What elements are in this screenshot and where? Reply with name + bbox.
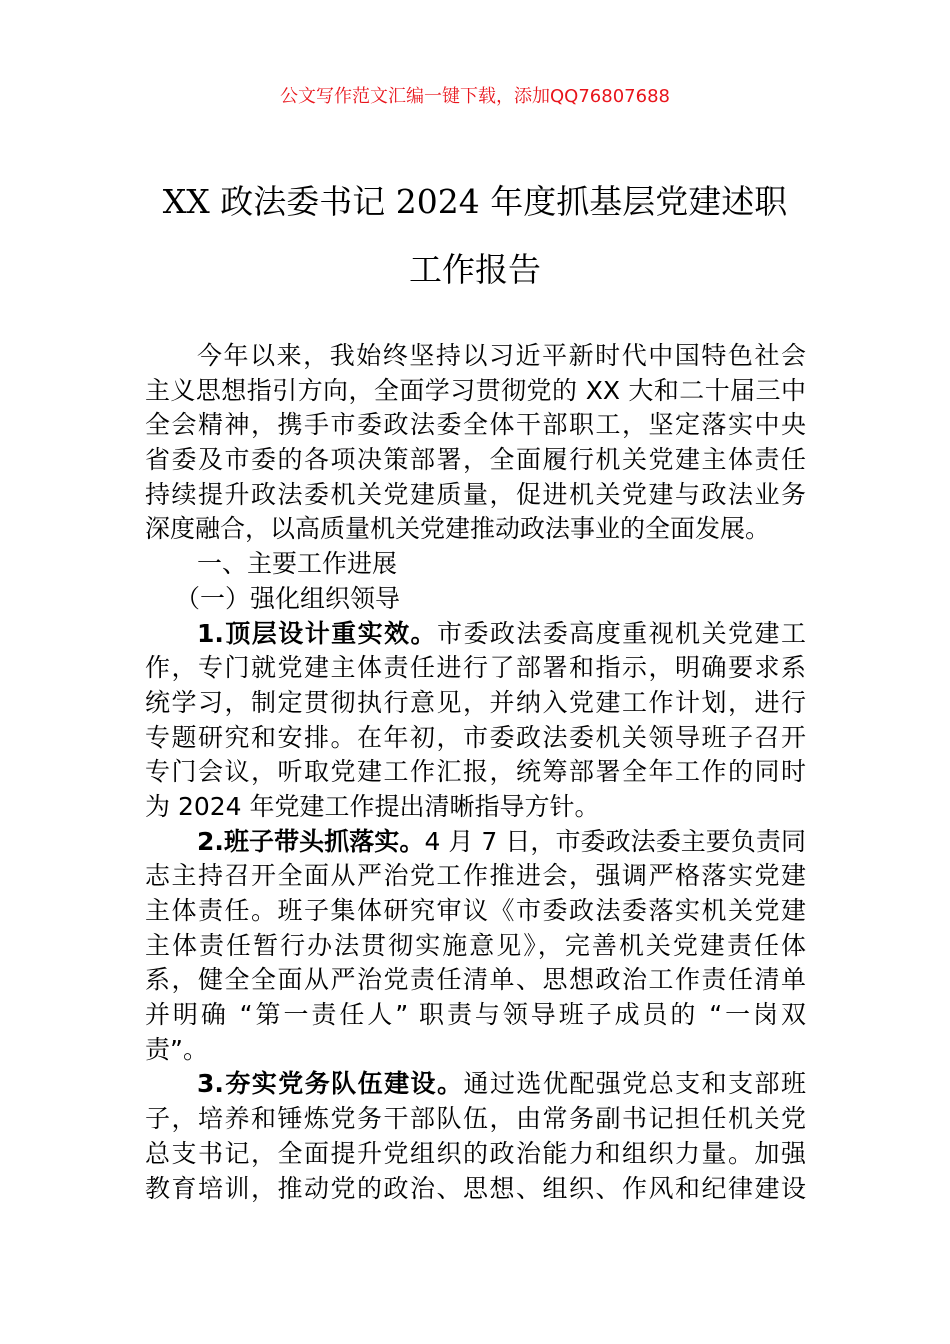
item-text: 4 月 7 日，市委政法委主要负责同 — [424, 826, 806, 856]
text-line: 责”。 — [145, 1034, 208, 1064]
text-line: 主体责任。班子集体研究审议《市委政法委落实机关党建 — [145, 896, 806, 925]
item-paragraph-2 — [145, 825, 806, 1068]
document-title-line1: XX 政法委书记 2024 年度抓基层党建述职 — [162, 182, 788, 221]
text-line: 持续提升政法委机关党建质量，促进机关党建与政法业务 — [145, 479, 806, 509]
text-line: 主义思想指引方向，全面学习贯彻党的 XX 大和二十届三中 — [145, 375, 806, 405]
item-paragraph-3 — [145, 1067, 806, 1206]
item-lead: 2.班子带头抓落实。 — [197, 826, 425, 856]
text-line: 教育培训，推动党的政治、思想、组织、作风和纪律建设 — [145, 1173, 806, 1203]
text-line — [145, 825, 806, 860]
text-line: 为 2024 年党建工作提出清晰指导方针。 — [145, 791, 600, 821]
text-line — [145, 617, 806, 652]
text-line: 省委及市委的各项决策部署，全面履行机关党建主体责任 — [145, 445, 806, 475]
text-line: 全会精神，携手市委政法委全体干部职工，坚定落实中央 — [145, 410, 806, 440]
text-line: 统学习，制定贯彻执行意见，并纳入党建工作计划，进行 — [145, 687, 806, 717]
text-line: 子，培养和锤炼党务干部队伍，由常务副书记担任机关党 — [145, 1104, 806, 1134]
text-line: 并明确 “第一责任人” 职责与领导班子成员的 “一岗双 — [145, 1000, 806, 1030]
text-line: 作，专门就党建主体责任进行了部署和指示，明确要求系 — [145, 653, 806, 683]
text-line: 系，健全全面从严治党责任清单、思想政治工作责任清单 — [145, 965, 806, 995]
text-line: 专题研究和安排。在年初，市委政法委机关领导班子召开 — [145, 722, 806, 752]
watermark-banner: 公文写作范文汇编一键下载，添加QQ76807688 — [280, 86, 670, 107]
text-line: 今年以来，我始终坚持以习近平新时代中国特色社会 — [197, 341, 806, 370]
item-lead: 3.夯实党务队伍建设。 — [197, 1069, 464, 1099]
text-line: 深度融合，以高质量机关党建推动政法事业的全面发展。 — [145, 514, 771, 544]
subsection-heading: （一）强化组织领导 — [175, 583, 401, 613]
section-heading: 一、主要工作进展 — [197, 549, 398, 579]
item-paragraph-1 — [145, 617, 806, 825]
text-line: 专门会议，听取党建工作汇报，统筹部署全年工作的同时 — [145, 757, 806, 787]
text-line: 志主持召开全面从严治党工作推进会，强调严格落实党建 — [145, 861, 806, 891]
item-text: 通过选优配强党总支和支部班 — [463, 1069, 806, 1099]
document-body — [145, 339, 806, 1206]
intro-paragraph — [145, 339, 806, 547]
item-lead: 1.顶层设计重实效。 — [197, 618, 438, 648]
text-line: 总支书记，全面提升党组织的政治能力和组织力量。加强 — [145, 1138, 806, 1168]
document-title-line2: 工作报告 — [409, 250, 541, 289]
text-line: 主体责任暂行办法贯彻实施意见》，完善机关党建责任体 — [145, 930, 806, 960]
text-line — [145, 1067, 806, 1102]
item-text: 市委政法委高度重视机关党建工 — [437, 618, 806, 648]
